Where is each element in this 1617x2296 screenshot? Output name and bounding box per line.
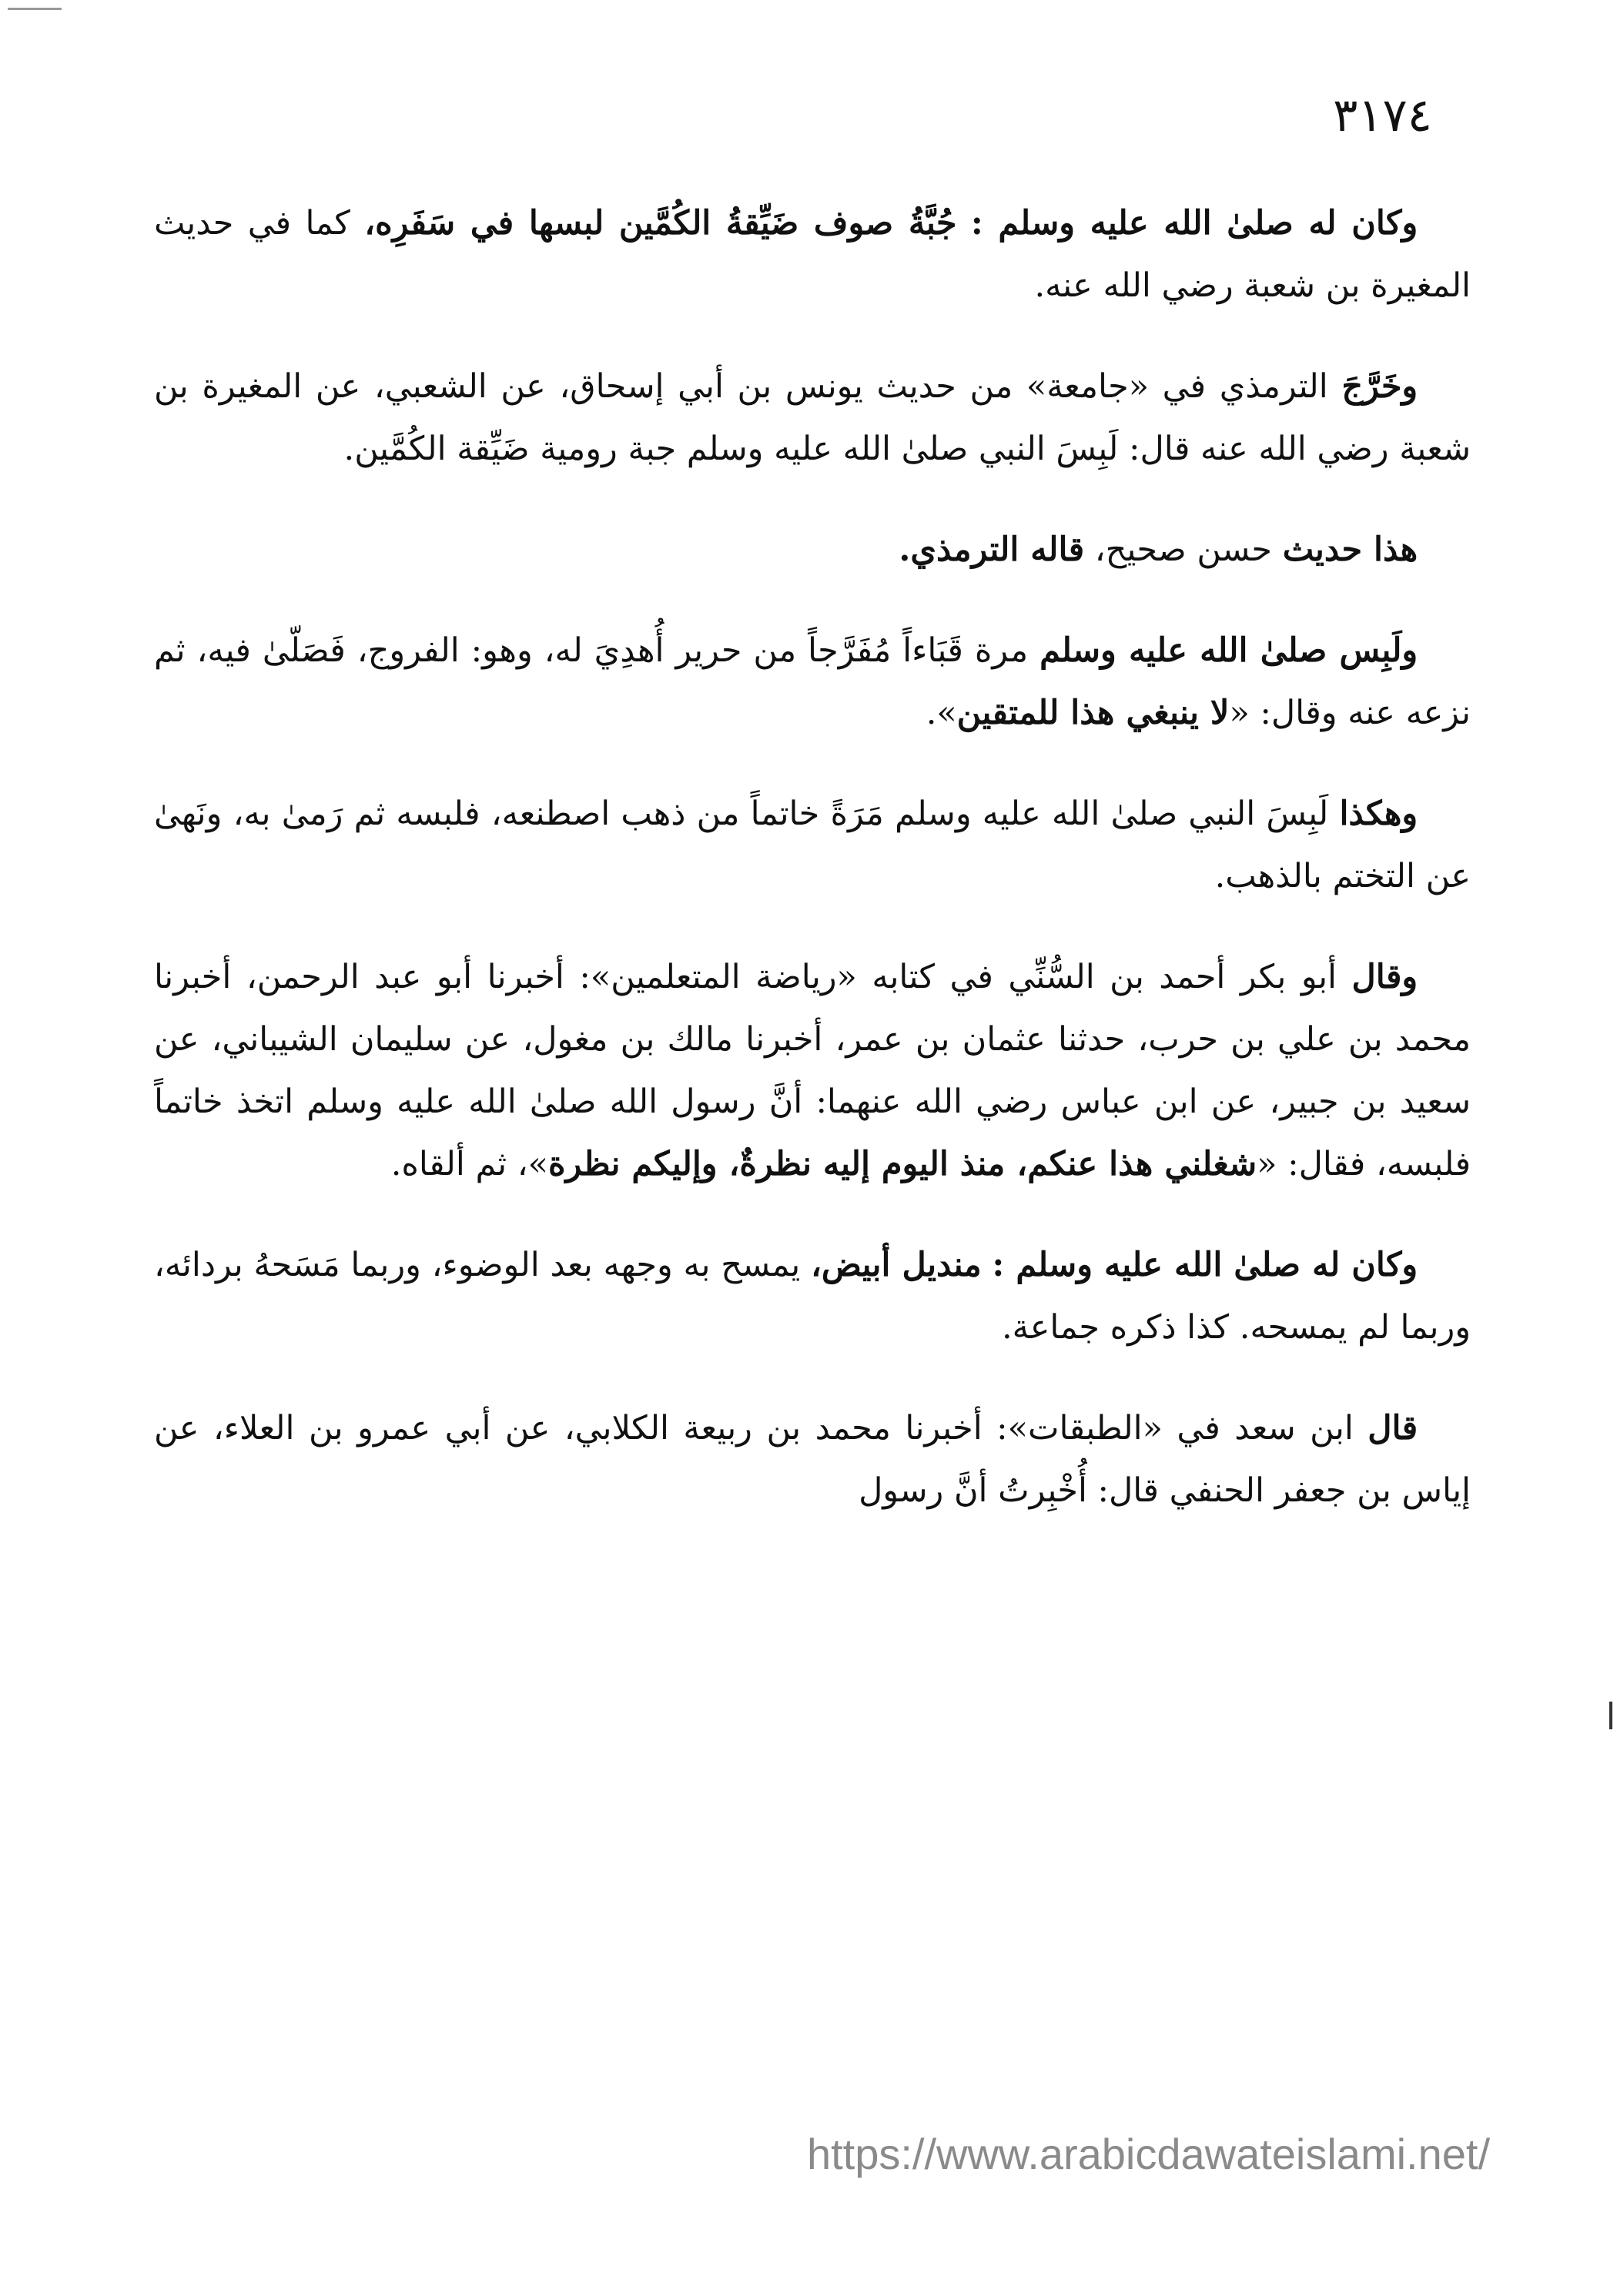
- page-body: [154, 192, 1471, 1545]
- paragraph-7: [154, 1234, 1471, 1359]
- paragraph-tail: يمسح به وجهه بعد الوضوء، وربما مَسَحهُ بردائه، وربما لم يمسحه. كذا ذكره جماعة.: [154, 1246, 1471, 1347]
- scan-edge-mark: [8, 8, 62, 10]
- paragraph-emphasis: شغلني هذا عنكم، منذ اليوم إليه نظرةٌ، وإليكم نظرة: [547, 1145, 1257, 1183]
- paragraph-2: [154, 356, 1471, 480]
- paragraph-lead: وكان له صلىٰ الله عليه وسلم :: [970, 204, 1418, 243]
- paragraph-tail: كما في حديث المغيرة بن شعبة رضي الله عنه.: [154, 204, 1471, 305]
- paragraph-3: [154, 519, 1471, 581]
- paragraph-1: [154, 192, 1471, 317]
- paragraph-lead: ولَبِس صلىٰ الله عليه وسلم: [1040, 631, 1418, 670]
- paragraph-tail: ».: [926, 694, 957, 732]
- paragraph-tail: »، ثم ألقاه.: [390, 1145, 548, 1183]
- paragraph-lead: قال: [1368, 1409, 1418, 1448]
- paragraph-lead: وكان له صلىٰ الله عليه وسلم :: [992, 1246, 1418, 1284]
- paragraph-text: [956, 204, 970, 243]
- paragraph-text: حسن صحيح،: [1084, 530, 1283, 569]
- paragraph-emphasis: جُبَّةُ صوف ضَيِّقةُ الكُمَّين لبسها في سَفَرِه،: [364, 204, 957, 243]
- paragraph-emphasis: لا ينبغي هذا للمتقين: [956, 694, 1230, 732]
- paragraph-emphasis: منديل أبيض،: [811, 1246, 982, 1284]
- paragraph-lead: وهكذا: [1339, 795, 1418, 833]
- paragraph-emphasis: قاله الترمذي.: [899, 530, 1085, 569]
- paragraph-4: [154, 620, 1471, 745]
- paragraph-text: أبو بكر أحمد بن السُّنِّي في كتابه «رياضة المتعلمين»: أخبرنا أبو عبد الرحمن، أخبرنا محمد بن علي بن حرب، حدثنا عثمان بن عمر، أخبرنا مالك بن مغول، عن سليمان الشيباني، عن سعيد بن جبير، عن ابن عباس رضي الله عنهما: أنَّ رسول الله صلىٰ الله عليه وسلم اتخذ خاتماً فلبسه، فقال: «: [154, 958, 1471, 1183]
- paragraph-text: ابن سعد في «الطبقات»: أخبرنا محمد بن ربيعة الكلابي، عن أبي عمرو بن العلاء، عن إياس بن جعفر الحنفي قال: أُخْبِرتُ أنَّ رسول: [154, 1409, 1471, 1510]
- page-number: ٣١٧٤: [1333, 89, 1432, 142]
- paragraph-text: لَبِسَ النبي صلىٰ الله عليه وسلم مَرَةً خاتماً من ذهب اصطنعه، فلبسه ثم رَمىٰ به، ونَهىٰ عن التختم بالذهب.: [154, 795, 1471, 895]
- paragraph-5: [154, 783, 1471, 908]
- margin-mark: [1609, 1702, 1612, 1729]
- paragraph-lead: وخَرَّجَ: [1341, 367, 1418, 406]
- paragraph-8: [154, 1397, 1471, 1522]
- paragraph-lead: وقال: [1351, 958, 1418, 996]
- paragraph-text: الترمذي في «جامعة» من حديث يونس بن أبي إسحاق، عن الشعبي، عن المغيرة بن شعبة رضي الله عنه قال: لَبِسَ النبي صلىٰ الله عليه وسلم جبة رومية ضَيِّقة الكُمَّين.: [154, 367, 1471, 468]
- paragraph-lead: هذا حديث: [1282, 530, 1418, 569]
- paragraph-text: مرة قَبَاءاً مُفَرَّجاً من حرير أُهدِيَ له، وهو: الفروج، فَصَلّىٰ فيه، ثم نزعه عنه وقال: «: [154, 631, 1471, 732]
- paragraph-6: [154, 946, 1471, 1196]
- watermark-url[interactable]: https://www.arabicdawateislami.net/: [806, 2130, 1490, 2178]
- paragraph-text: [982, 1246, 993, 1284]
